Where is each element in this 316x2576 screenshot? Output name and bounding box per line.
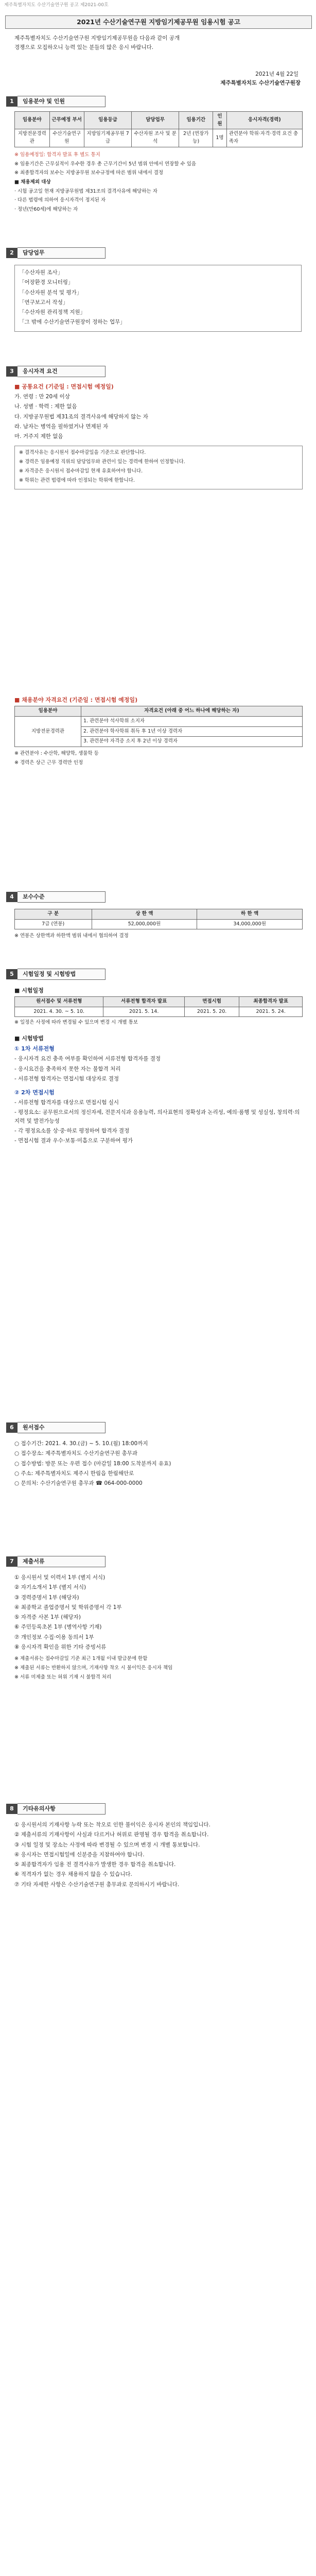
caution-item: ③ 시험 일정 및 장소는 사정에 따라 변경될 수 있으며 변경 시 개별 통보합니다. xyxy=(14,1841,200,1848)
requirement-item: 가. 연령 : 만 20세 이상 xyxy=(14,394,70,400)
step-line: - 면접시험 결과 우수·보통·미흡으로 구분하여 평가 xyxy=(14,1138,133,1144)
table-header-cell: 원서접수 및 서류전형 xyxy=(15,997,103,1007)
caution-item: ⑥ 적격자가 없는 경우 채용하지 않을 수 있습니다. xyxy=(14,1871,132,1878)
section-header xyxy=(6,1803,106,1815)
document-item: ⑧ 응시자격 확인을 위한 기타 증빙서류 xyxy=(14,1643,107,1650)
step-line: - 응시요건을 충족하지 못한 자는 불합격 처리 xyxy=(14,1065,121,1072)
table-cell: 지방전문경력관 xyxy=(15,129,50,147)
fine-print-box xyxy=(14,446,303,489)
table-header-cell: 하 한 액 xyxy=(197,909,303,920)
section-header xyxy=(6,891,106,903)
section-title: 보수수준 xyxy=(17,891,106,903)
document-item: ③ 경력증명서 1부 (해당자) xyxy=(14,1594,79,1601)
application-item: ○ 접수기간: 2021. 4. 30.(금) ~ 5. 10.(월) 18:00까지 xyxy=(14,1440,148,1447)
section-number: 4 xyxy=(6,892,17,902)
note-line: ※ 임용예정일: 합격자 발표 후 별도 통지 xyxy=(14,151,100,158)
fine-print-line: ※ 결격사유는 응시원서 접수마감일을 기준으로 판단합니다. xyxy=(19,450,146,456)
table-row xyxy=(15,717,303,727)
step-line: - 평정요소: 공무원으로서의 정신자세, 전문지식과 응용능력, 의사표현의 정확성과 논리성, 예의·품행 및 성실성, 창의력·의지력 및 발전가능성 xyxy=(14,1109,300,1124)
table-cell: 수산자원 조사 및 분석 xyxy=(132,129,179,147)
recruitment-table xyxy=(14,111,303,147)
table-header-cell: 응시자격(경력) xyxy=(226,112,302,129)
section-body xyxy=(14,1439,303,1489)
section-number: 1 xyxy=(6,96,17,107)
requirement-item: 다. 지방공무원법 제31조의 결격사유에 해당하지 않는 자 xyxy=(14,413,148,420)
duty-item: 「수산자원 분석 및 평가」 xyxy=(19,289,82,296)
table-header-cell: 임용분야 xyxy=(15,112,50,129)
step-title: ① 1차 서류전형 xyxy=(14,1045,55,1053)
document-item: ⑥ 주민등록초본 1부 (병역사항 기재) xyxy=(14,1624,102,1631)
issuing-org: 제주특별자치도 수산기술연구원장 xyxy=(220,80,301,86)
section-notes xyxy=(14,750,303,767)
section-body xyxy=(14,986,303,1146)
qualification-table xyxy=(14,706,303,747)
section-header xyxy=(6,96,106,107)
requirement-item: 라. 남자는 병역을 필하였거나 면제된 자 xyxy=(14,423,109,430)
section-number: 7 xyxy=(6,1556,17,1567)
table-header-row xyxy=(15,909,303,920)
table-row xyxy=(15,129,303,147)
table-cell: 수산기술연구원 xyxy=(49,129,84,147)
section-notes xyxy=(14,151,303,214)
caution-item: ② 제출서류의 기재사항이 사실과 다르거나 허위로 판명될 경우 합격을 취소합니다. xyxy=(14,1832,209,1838)
note-line: ※ 제출된 서류는 반환하지 않으며, 기재사항 착오 시 불이익은 응시자 책임 xyxy=(14,1665,173,1671)
document-item: ① 응시원서 및 이력서 1부 (별지 서식) xyxy=(14,1574,106,1581)
table-cell: 34,000,000원 xyxy=(197,919,303,929)
caution-item: ④ 응시자는 면접시험일에 신분증을 지참하여야 합니다. xyxy=(14,1851,145,1858)
intro-line: 경쟁으로 모집하오니 능력 있는 분들의 많은 응시 바랍니다. xyxy=(14,44,154,51)
salary-table xyxy=(14,909,303,929)
table-header-row xyxy=(15,997,303,1007)
section-title: 원서접수 xyxy=(17,1422,106,1433)
table-header-cell: 근무예정 부서 xyxy=(49,112,84,129)
document-item: ⑤ 자격증 사본 1부 (해당자) xyxy=(14,1614,81,1621)
fine-print-line: ※ 자격증은 응시원서 접수마감일 현재 유효하여야 합니다. xyxy=(19,468,143,474)
notice-date: 2021년 4월 22일 xyxy=(255,71,299,77)
section-notes xyxy=(14,1655,303,1681)
section-number: 6 xyxy=(6,1422,17,1433)
section-body xyxy=(14,1573,303,1683)
section-number: 5 xyxy=(6,969,17,979)
step-line: - 서류전형 합격자를 대상으로 면접시험 실시 xyxy=(14,1099,119,1106)
table-header-cell: 인원 xyxy=(213,112,226,129)
note-line: ※ 최종합격자의 보수는 지방공무원 보수규정에 따른 범위 내에서 결정 xyxy=(14,170,164,176)
table-header-cell: 구 분 xyxy=(15,909,92,920)
note-line: ※ 일정은 사정에 따라 변경될 수 있으며 변경 시 개별 통보 xyxy=(14,1020,138,1026)
section-body xyxy=(14,382,303,769)
section-header xyxy=(6,366,106,377)
table-header-cell: 서류전형 합격자 발표 xyxy=(103,997,184,1007)
duty-item: 「수산자원 관리정책 지원」 xyxy=(19,309,86,316)
table-cell: 지방임기제공무원 7급 xyxy=(84,129,132,147)
section-number: 2 xyxy=(6,248,17,258)
section-title: 응시자격 요건 xyxy=(17,366,106,377)
table-header-cell: 임용기간 xyxy=(179,112,213,129)
note-line: ※ 임용기간은 근무실적이 우수한 경우 총 근무기간이 5년 범위 안에서 연장할 수 있음 xyxy=(14,161,197,167)
table-cell: 2년 (연장가능) xyxy=(179,129,213,147)
table-cell: 관련분야 학위·자격·경력 요건 충족자 xyxy=(226,129,302,147)
table-header-cell: 임용분야 xyxy=(15,706,81,717)
application-item: ○ 문의처: 수산기술연구원 총무과 ☎ 064-000-0000 xyxy=(14,1480,143,1487)
table-header-cell: 최종합격자 발표 xyxy=(239,997,303,1007)
note-line: · 다른 법령에 의하여 응시자격이 정지된 자 xyxy=(14,197,106,204)
table-cell: 2021. 5. 14. xyxy=(103,1007,184,1017)
subsection-title: ■ 시험일정 xyxy=(14,987,44,994)
requirement-item: 마. 거주지 제한 없음 xyxy=(14,433,63,440)
note-line: ※ 제출서류는 접수마감일 기준 최근 1개월 이내 발급분에 한함 xyxy=(14,1656,148,1662)
table-cell: 1. 관련분야 석사학위 소지자 xyxy=(81,717,303,727)
duty-item: 「수산자원 조사」 xyxy=(19,269,63,276)
document-item: ② 자기소개서 1부 (별지 서식) xyxy=(14,1584,86,1591)
duties-box xyxy=(14,265,302,332)
table-cell: 지방전문경력관 xyxy=(15,717,81,747)
document-number: 제주특별자치도 수산기술연구원 공고 제2021-00호 xyxy=(4,3,109,8)
schedule-table xyxy=(14,996,303,1017)
table-header-cell: 면접시험 xyxy=(184,997,239,1007)
subsection-title: ■ 시험방법 xyxy=(14,1035,44,1042)
note-line: · 정년(만60세)에 해당하는 자 xyxy=(14,207,78,213)
table-cell: 7급 (연봉) xyxy=(15,919,92,929)
section-body xyxy=(14,909,303,942)
step-title: ② 2차 면접시험 xyxy=(14,1089,55,1096)
subsection-title: ■ 채용분야 자격요건 (기준일 : 면접시험 예정일) xyxy=(14,697,138,704)
note-line: ■ 채용제외 대상 xyxy=(14,179,51,185)
fine-print-line: ※ 경력은 임용예정 직위의 담당업무와 관련이 있는 경력에 한하여 인정합니다. xyxy=(19,459,185,465)
table-cell: 52,000,000원 xyxy=(92,919,197,929)
application-item: ○ 접수장소: 제주특별자치도 수산기술연구원 총무과 xyxy=(14,1450,138,1457)
duty-item: 「어장환경 모니터링」 xyxy=(19,279,74,286)
note-line: ※ 연봉은 상한액과 하한액 범위 내에서 협의하여 결정 xyxy=(14,933,129,939)
note-line: ※ 관련분야 : 수산학, 해양학, 생물학 등 xyxy=(14,751,99,757)
table-cell: 2021. 5. 20. xyxy=(184,1007,239,1017)
table-cell: 2021. 5. 24. xyxy=(239,1007,303,1017)
table-header-cell: 임용등급 xyxy=(84,112,132,129)
table-header-cell: 담당업무 xyxy=(132,112,179,129)
table-cell: 2. 관련분야 학사학위 취득 후 1년 이상 경력자 xyxy=(81,726,303,737)
table-cell: 3. 관련분야 자격증 소지 후 2년 이상 경력자 xyxy=(81,737,303,747)
subsection-title: ■ 공통요건 (기준일 : 면접시험 예정일) xyxy=(14,383,114,390)
caution-item: ⑤ 최종합격자가 임용 전 결격사유가 발생한 경우 합격을 취소합니다. xyxy=(14,1861,176,1868)
document-item: ⑦ 개인정보 수집·이용 동의서 1부 xyxy=(14,1634,94,1640)
table-header-row xyxy=(15,112,303,129)
step-line: - 각 평정요소를 상·중·하로 평정하여 합격자 결정 xyxy=(14,1127,130,1134)
table-cell: 2021. 4. 30. ~ 5. 10. xyxy=(15,1007,103,1017)
note-line: ※ 경력은 상근 근무 경력만 인정 xyxy=(14,759,83,766)
table-row xyxy=(15,919,303,929)
section-number: 3 xyxy=(6,366,17,377)
intro-line: 제주특별자치도 수산기술연구원 지방임기제공무원을 다음과 같이 공개 xyxy=(14,35,180,41)
section-header xyxy=(6,969,106,980)
section-title: 임용분야 및 인원 xyxy=(17,96,106,107)
duty-item: 「연구보고서 작성」 xyxy=(19,299,68,306)
section-header xyxy=(6,247,106,259)
intro-paragraph xyxy=(14,34,303,53)
section-body xyxy=(14,111,303,215)
note-line: · 시험 공고일 현재 지방공무원법 제31조의 결격사유에 해당하는 자 xyxy=(14,188,157,194)
document-item: ④ 최종학교 졸업증명서 및 학위증명서 각 1부 xyxy=(14,1604,122,1611)
requirement-item: 나. 성별 · 학력 : 제한 없음 xyxy=(14,403,77,410)
table-header-row xyxy=(15,706,303,717)
section-title: 담당업무 xyxy=(17,247,106,259)
duty-item: 「그 밖에 수산기술연구원장이 정하는 업무」 xyxy=(19,319,126,326)
table-cell: 1명 xyxy=(213,129,226,147)
section-title: 제출서류 xyxy=(17,1556,106,1567)
table-row xyxy=(15,1007,303,1017)
step-line: - 서류전형 합격자는 면접시험 대상자로 결정 xyxy=(14,1075,119,1082)
section-title: 시험일정 및 시험방법 xyxy=(17,969,106,980)
note-line: ※ 서류 미제출 또는 허위 기재 시 불합격 처리 xyxy=(14,1674,112,1680)
table-header-cell: 자격요건 (아래 중 어느 하나에 해당하는 자) xyxy=(81,706,303,717)
fine-print-line: ※ 학위는 관련 법령에 따라 인정되는 학위에 한합니다. xyxy=(19,477,135,483)
caution-item: ⑦ 기타 자세한 사항은 수산기술연구원 총무과로 문의하시기 바랍니다. xyxy=(14,1881,180,1888)
section-number: 8 xyxy=(6,1804,17,1814)
section-header xyxy=(6,1556,106,1567)
caution-item: ① 응시원서의 기재사항 누락 또는 착오로 인한 불이익은 응시자 본인의 책임입니다. xyxy=(14,1822,210,1828)
section-header xyxy=(6,1422,106,1433)
step-line: - 응시자격 요건 충족 여부를 확인하여 서류전형 합격자를 결정 xyxy=(14,1056,161,1062)
section-title: 기타유의사항 xyxy=(17,1803,106,1815)
table-header-cell: 상 한 액 xyxy=(92,909,197,920)
page-title: 2021년 수산기술연구원 지방임기제공무원 임용시험 공고 xyxy=(5,15,312,29)
application-item: ○ 주소: 제주특별자치도 제주시 한림읍 한림해안로 xyxy=(14,1470,134,1477)
section-body xyxy=(14,1821,303,1890)
application-item: ○ 접수방법: 방문 또는 우편 접수 (마감일 18:00 도착분까지 유효) xyxy=(14,1460,171,1467)
